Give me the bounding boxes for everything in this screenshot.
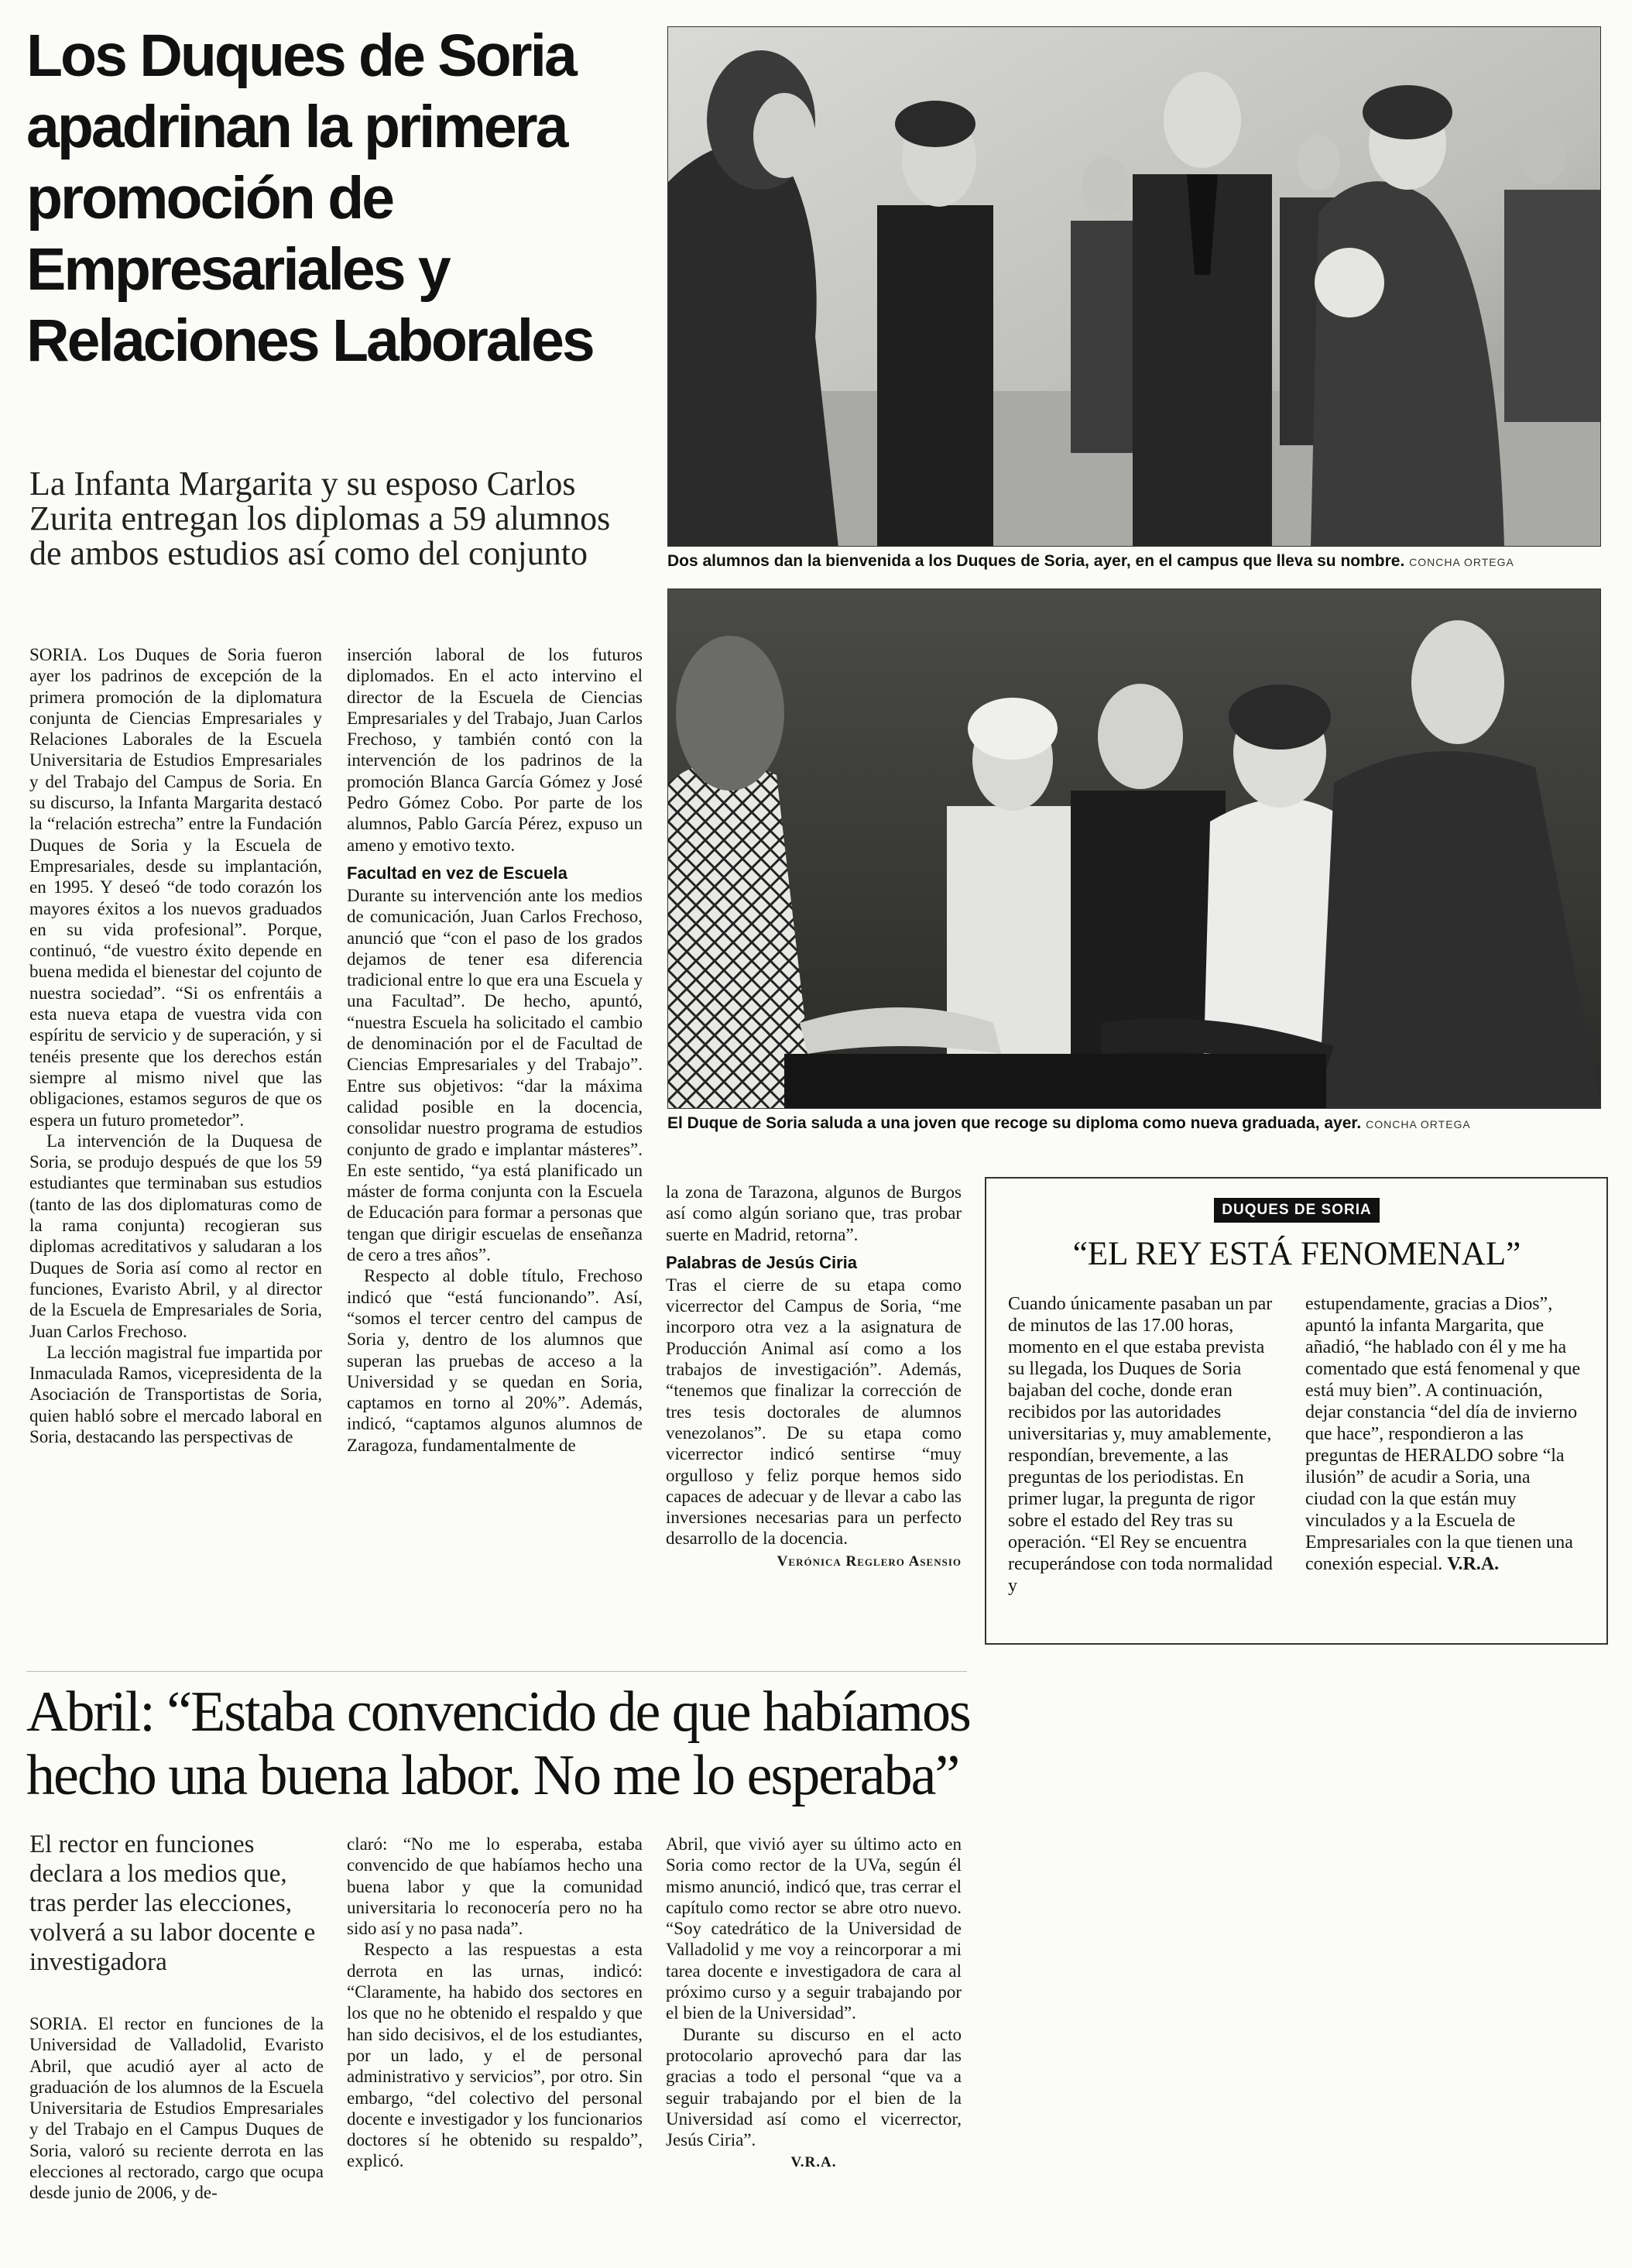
photo-welcome-image [668, 27, 1601, 547]
second-col3-paragraph: Durante su discurso en el acto protocolario aprovechó para dar las gracias a todo el personal “que va a seguir trabajando por el bien de la Universidad así como el vicerrector, Jesús Ciria”. [666, 2024, 962, 2150]
sidebar-tag: DUQUES DE SORIA [1214, 1198, 1380, 1223]
main-col1-paragraph: La lección magistral fue impartida por Inmaculada Ramos, vicepresidenta de la Asociación de Transportistas de Soria, quien habló sobre el mercado laboral en Soria, destacando las perspectivas de [29, 1342, 322, 1446]
main-column-2 [347, 644, 643, 1456]
main-column-3 [666, 1182, 962, 1572]
sidebar-signature: V.R.A. [1447, 1554, 1500, 1574]
section-divider [26, 1671, 967, 1672]
photo-diploma-image [668, 589, 1601, 1109]
main-col3-paragraph: la zona de Tarazona, algunos de Burgos así como algún soriano que, tras probar suerte en Madrid, retorna”. [666, 1182, 962, 1244]
photo-welcome [667, 26, 1601, 547]
second-col2-paragraph: claró: “No me lo esperaba, estaba convencido de que habíamos hecho una buena labor y que la comunidad universitaria lo reconocería pero no ha sido así y no pasa nada”. [347, 1834, 643, 1939]
second-column-2 [347, 1834, 643, 2172]
second-column-3 [666, 1834, 962, 2174]
sidebar-column-2 [1305, 1293, 1584, 1575]
second-col2-paragraph: Respecto a las respuestas a esta derrota en las urnas, indicó: “Claramente, ha habido dos sectores en los que no he obtenido el respaldo y que han sido decisivos, el de los estudiantes, por un lado, y el de personal administrativo y servicios”, por otro. Sin embargo, “del colectivo del personal docente e investigador y los funcionarios doctores sí he obtenido su respaldo”, explicó. [347, 1940, 643, 2171]
photo-welcome-caption [667, 551, 1604, 572]
second-subheadline: El rector en funciones declara a los medios que, tras perder las elecciones, volverá a su labor docente e investigadora [29, 1831, 316, 1976]
sidebar-column-1 [1008, 1293, 1277, 1597]
main-col2-paragraph: Durante su intervención ante los medios de comunicación, Juan Carlos Frechoso, anunció que “con el paso de los grados dejamos de tener esa diferencia tradicional entre lo que era una Escuela y una Facultad”. De hecho, apuntó, “nuestra Escuela ha solicitado el cambio de denominación por el de Facultad de Ciencias Empresariales y del Trabajo”. Entre sus objetivos: “dar la máxima calidad posible en la docencia, consolidar nuestro programa de estudios conjunto de grado e implantar másteres”. En este sentido, “ya está planificado un máster de forma conjunta con la Escuela de Educación para formar a personas que tengan que dirigir escuelas de enseñanza de cero a tres años”. [347, 885, 643, 1265]
second-headline: Abril: “Estaba convencido de que habíamos hecho una buena labor. No me lo esperaba” [26, 1680, 970, 1807]
main-column-1 [29, 644, 322, 1447]
subtitle-facultad: Facultad en vez de Escuela [347, 863, 567, 883]
main-col1-paragraph: La intervención de la Duquesa de Soria, se produjo después de que los 59 estudiantes que terminaban sus estudios (tanto de las dos diplomaturas como de la rama conjunta) recogieran sus diplomas acreditativos y saludaran a los Duques de Soria así como al rector en funciones, Evaristo Abril, y al director de la Escuela de Empresariales de Soria, Juan Carlos Frechoso. [29, 1131, 322, 1341]
main-signature: Verónica Reglero Asensio [777, 1553, 962, 1570]
subtitle-ciria: Palabras de Jesús Ciria [666, 1252, 858, 1272]
main-col1-paragraph: SORIA. Los Duques de Soria fueron ayer los padrinos de excepción de la primera promoción de la diplomatura conjunta de Ciencias Empresariales y Relaciones Laborales de la Escuela Universitaria de Estudios Empresariales y del Trabajo del Campus de Soria. En su discurso, la Infanta Margarita destacó la “relación estrecha” entre la Fundación Duques de Soria y la Escuela de Empresariales, desde su implantación, en 1995. Y deseó “de todo corazón los mayores éxitos a los nuevos graduados en su vida profesional”. Porque, continuó, “de vuestro éxito depende en buena medida el bienestar del cojunto de nuestra sociedad”. “Si os enfrentáis a esta nueva etapa de vuestra vida con espíritu de servicio y de superación, y si tenéis presente que los derechos están siempre al mismo nivel que las obligaciones, estamos seguros de que os espera un futuro prometedor”. [29, 645, 322, 1130]
main-col2-paragraph: inserción laboral de los futuros diplomados. En el acto intervino el director de la Escuela de Ciencias Empresariales y del Trabajo, Juan Carlos Frechoso, y también contó con la intervención de los padrinos de la promoción Blanca García Gómez y José Pedro Gómez Cobo. Por parte de los alumnos, Pablo García Pérez, expuso un ameno y emotivo texto. [347, 645, 643, 855]
second-col3-paragraph: Abril, que vivió ayer su último acto en Soria como rector de la UVa, según él mismo anunció, indicó que, tras cerrar el capítulo como rector se abre otro nuevo. “Soy catedrático de la Universidad de Valladolid y me voy a reincorporar a mi tarea docente e investigadora de cara al próximo curso y a seguir trabajando por el bien de la Universidad”. [666, 1834, 962, 2023]
main-subheadline: La Infanta Margarita y su esposo Carlos Zurita entregan los diplomas a 59 alumnos de ambos estudios así como del conjunto [29, 465, 611, 572]
second-signature: V.R.A. [790, 2154, 837, 2171]
photo-diploma-caption-text: El Duque de Soria saluda a una joven que recoge su diploma como nueva graduada, ayer. [667, 1114, 1362, 1132]
photo-diploma-credit: CONCHA ORTEGA [1366, 1118, 1471, 1131]
second-column-1 [29, 2013, 324, 2204]
photo-welcome-credit: CONCHA ORTEGA [1409, 556, 1514, 568]
photo-diploma [667, 588, 1601, 1109]
sidebar-col1-paragraph: Cuando únicamente pasaban un par de minutos de las 17.00 horas, momento en el que estaba prevista su llegada, los Duques de Soria bajaban del coche, donde eran recibidos por las autoridades universitarias y, muy amablemente, respondían, brevemente, a las preguntas de los periodistas. En primer lugar, la pregunta de rigor sobre el estado del Rey tras su operación. “El Rey se encuentra recuperándose con toda normalidad y [1008, 1294, 1273, 1596]
sidebar-col2-text: estupendamente, gracias a Dios”, apuntó la infanta Margarita, que añadió, “he hablado con él y me ha comentado que está fenomenal y que está muy bien”. A continuación, dejar constancia “del día de invierno que hace”, respondieron a las preguntas de HERALDO sobre “la ilusión” de acudir a Soria, una ciudad con la que están muy vinculados y a la Escuela de Empresariales con la que tienen una conexión especial. [1305, 1294, 1581, 1574]
photo-welcome-caption-text: Dos alumnos dan la bienvenida a los Duques de Soria, ayer, en el campus que lleva su nombre. [667, 552, 1405, 570]
main-col2-paragraph: Respecto al doble título, Frechoso indicó que “está funcionando”. Así, “somos el tercer centro del campus de Soria y, dentro de los alumnos que superan las pruebas de acceso a la Universidad y se quedan en Soria, captamos en torno al 20%”. Además, indicó, “captamos algunos alumnos de Zaragoza, fundamentalmente de [347, 1266, 643, 1455]
sidebar-title: “EL REY ESTÁ FENOMENAL” [1072, 1236, 1521, 1272]
photo-diploma-caption [667, 1113, 1604, 1134]
main-col3-paragraph: Tras el cierre de su etapa como vicerrector del Campus de Soria, “me incorporo otra vez a la asignatura de Producción Animal así como a los trabajos de investigación”. Además, “tenemos que finalizar la corrección de tres tesis doctorales de alumnos venezolanos”. De su etapa como vicerrector indicó sentirse “muy orgulloso y feliz porque hemos sido capaces de adecuar y de llevar a cabo las inversiones necesarias para un perfecto desarrollo de la docencia. [666, 1275, 962, 1549]
main-headline: Los Duques de Soria apadrinan la primera promoción de Empresariales y Relaciones Laborales [26, 22, 593, 374]
second-col1-paragraph: SORIA. El rector en funciones de la Universidad de Valladolid, Evaristo Abril, que acudió ayer al acto de graduación de los alumnos de la Escuela Universitaria de Estudios Empresariales y del Trabajo en el Campus Duques de Soria, valoró su reciente derrota en las elecciones al rectorado, cargo que ocupa desde junio de 2006, y de- [29, 2014, 324, 2203]
sidebar-col2-paragraph [1305, 1293, 1584, 1575]
